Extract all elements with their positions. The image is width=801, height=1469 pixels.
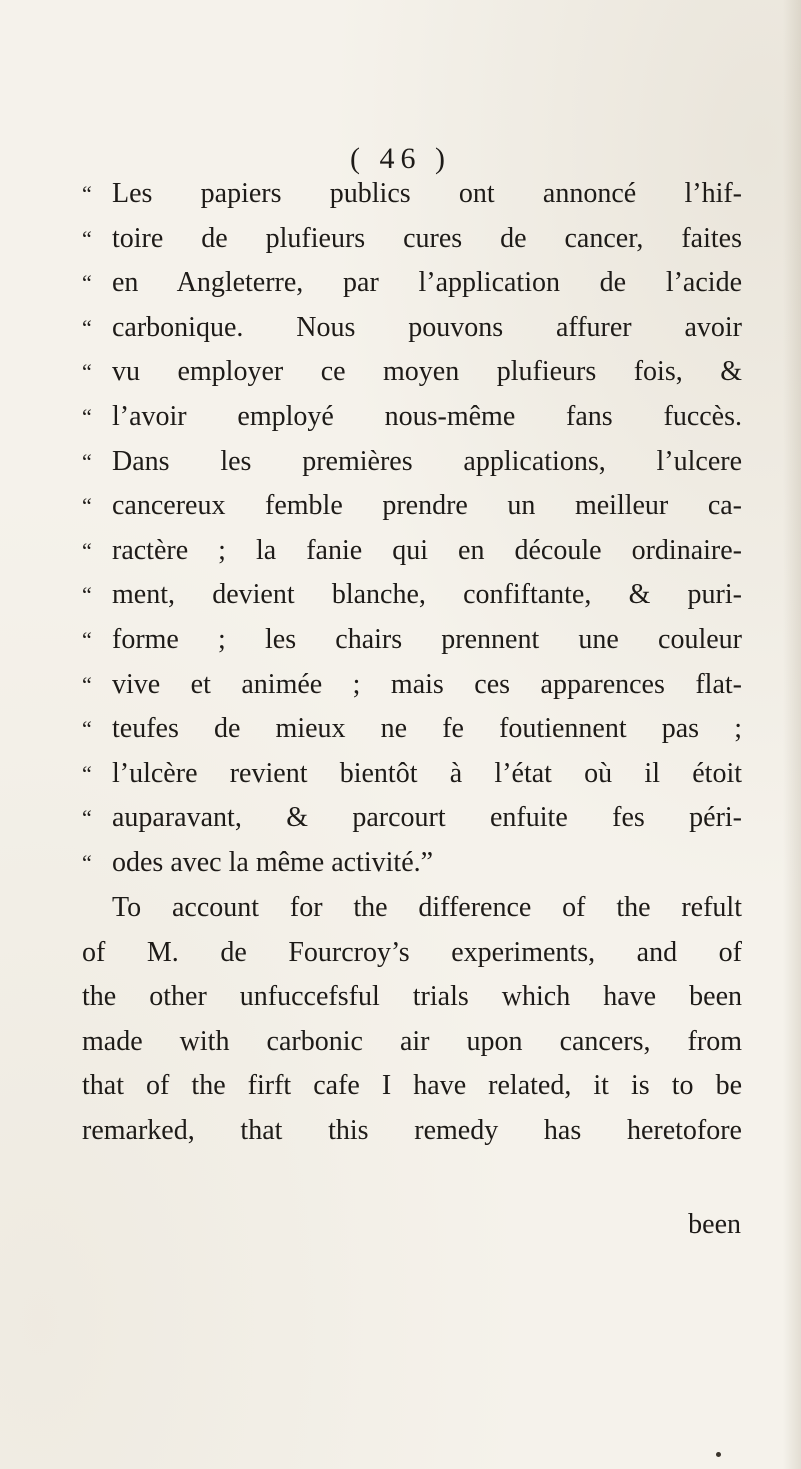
page-number: ( 46 ) (350, 142, 451, 175)
paragraph-line: the other unfuccefsful trials which have been (82, 981, 742, 1013)
quote-line-text: en Angleterre, par l’application de l’acide (112, 267, 742, 299)
quote-line-text: l’ulcère revient bientôt à l’état où il étoit (112, 757, 742, 789)
quote-line-text: Les papiers publics ont annoncé l’hif- (112, 178, 742, 209)
quote-mark: “ (82, 760, 92, 786)
ink-speck (716, 1452, 721, 1457)
quote-line (82, 261, 742, 306)
quote-line-text: auparavant, & parcourt enfuite fes péri- (112, 802, 742, 834)
quote-line (82, 707, 742, 752)
paragraph-line: of M. de Fourcroy’s experiments, and of (82, 936, 742, 968)
quote-line-text: ment, devient blanche, confiftante, & puri- (112, 579, 742, 611)
page-edge-shadow (783, 0, 801, 1469)
quote-line (82, 484, 742, 529)
quote-line (82, 573, 742, 618)
quote-mark: “ (82, 448, 92, 474)
quote-mark: “ (82, 716, 92, 742)
paragraph-line: To account for the difference of the refult (112, 892, 742, 923)
quote-mark: “ (82, 359, 92, 385)
quote-line (82, 350, 742, 395)
paragraph-line: remarked, that this remedy has heretofore (82, 1114, 742, 1146)
quote-line (82, 663, 742, 708)
quote-mark: “ (82, 537, 92, 563)
catchword: been (688, 1209, 741, 1240)
quote-line-text: teufes de mieux ne fe foutiennent pas ; (112, 713, 742, 745)
quote-line (82, 618, 742, 663)
quote-line (82, 796, 742, 841)
quote-mark: “ (82, 403, 92, 429)
quote-line (82, 172, 742, 217)
quote-line (82, 440, 742, 485)
quote-line-text: ractère ; la fanie qui en découle ordinaire- (112, 534, 742, 566)
quote-line (82, 841, 742, 886)
paragraph-line: that of the firft cafe I have related, it is to be (82, 1070, 742, 1102)
french-quotation (82, 172, 742, 886)
quote-mark: “ (82, 582, 92, 608)
quote-mark: “ (82, 805, 92, 831)
english-paragraph (82, 886, 742, 1154)
quote-mark: “ (82, 671, 92, 697)
quote-mark: “ (82, 314, 92, 340)
paragraph-line: made with carbonic air upon cancers, from (82, 1025, 742, 1057)
quote-line-text: vu employer ce moyen plufieurs fois, & (112, 356, 742, 388)
quote-line (82, 529, 742, 574)
quote-mark: “ (82, 181, 92, 206)
quote-mark: “ (82, 849, 92, 875)
quote-line-text: odes avec la même activité.” (112, 846, 434, 878)
quote-line (82, 306, 742, 351)
quote-mark: “ (82, 626, 92, 652)
quote-mark: “ (82, 270, 92, 296)
quote-line-text: vive et animée ; mais ces apparences flat- (112, 668, 742, 700)
quote-line-text: cancereux femble prendre un meilleur ca- (112, 490, 742, 522)
quote-line (82, 217, 742, 262)
quote-mark: “ (82, 493, 92, 519)
quote-line (82, 395, 742, 440)
quote-line-text: carbonique. Nous pouvons affurer avoir (112, 311, 742, 343)
quote-line-text: l’avoir employé nous-même fans fuccès. (112, 400, 742, 432)
quote-mark: “ (82, 225, 92, 251)
quote-line-text: toire de plufieurs cures de cancer, faites (112, 222, 742, 254)
quote-line-text: Dans les premières applications, l’ulcere (112, 445, 742, 477)
quote-line (82, 752, 742, 797)
quote-line-text: forme ; les chairs prennent une couleur (112, 623, 742, 655)
